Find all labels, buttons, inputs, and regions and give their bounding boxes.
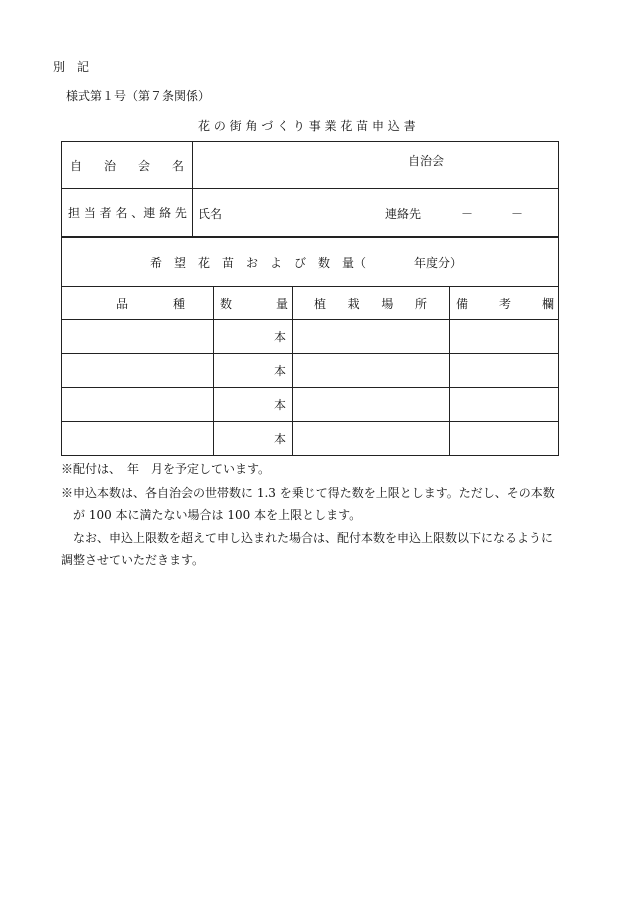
col-suryo <box>214 287 293 320</box>
unit-label: 本 <box>273 330 286 344</box>
table-row <box>62 422 559 456</box>
hinshu-field[interactable] <box>62 422 214 456</box>
col-char: 植 <box>314 296 327 311</box>
planting-place-field[interactable] <box>293 320 450 354</box>
note-limit-line2: が 100 本に満たない場合は 100 本を上限とします。 <box>73 508 362 522</box>
form-number-label: 様式第１号（第７条関係） <box>66 89 211 103</box>
jichikai-name-label-cell <box>62 142 193 189</box>
label-char: 自 <box>70 158 83 173</box>
bekki-label: 別 記 <box>53 60 90 74</box>
col-char: 備 <box>456 296 469 311</box>
quantity-field[interactable] <box>214 320 293 354</box>
quantity-field[interactable] <box>214 388 293 422</box>
table-row <box>62 354 559 388</box>
request-heading-cell <box>62 238 559 287</box>
label-char: 治 <box>103 158 116 173</box>
contact-label: 連絡先 <box>385 206 422 221</box>
contact-field[interactable] <box>193 189 559 237</box>
remarks-field[interactable] <box>450 422 559 456</box>
hinshu-field[interactable] <box>62 388 214 422</box>
note-adjust-line1: なお、申込上限数を超えて申し込まれた場合は、配付本数を申込上限数以下になるように <box>61 531 554 545</box>
unit-label: 本 <box>273 364 286 378</box>
unit-label: 本 <box>273 432 286 446</box>
jichikai-name-label <box>62 157 192 174</box>
request-table <box>61 237 559 456</box>
col-char: 場 <box>381 296 394 311</box>
tanto-label-cell <box>62 189 193 237</box>
remarks-field[interactable] <box>450 354 559 388</box>
planting-place-field[interactable] <box>293 388 450 422</box>
col-char: 所 <box>414 296 427 311</box>
note-adjust-line2: 調整させていただきます。 <box>61 553 205 567</box>
col-basho <box>293 287 450 320</box>
col-char: 欄 <box>542 296 555 311</box>
hinshu-field[interactable] <box>62 320 214 354</box>
jichikai-name-field[interactable] <box>193 142 559 189</box>
label-char: 名 <box>171 158 184 173</box>
col-char: 品 <box>116 296 129 311</box>
table-row <box>62 388 559 422</box>
label-char: 会 <box>137 158 150 173</box>
note-distribution: ※配付は、 年 月を予定しています。 <box>61 462 271 476</box>
tanto-label: 担 当 者 名 、連 絡 先 <box>68 206 187 220</box>
quantity-field[interactable] <box>214 354 293 388</box>
request-heading: 希 望 花 苗 お よ び 数 量（ 年度分） <box>150 255 463 270</box>
hinshu-field[interactable] <box>62 354 214 388</box>
note-limit-line1: ※申込本数は、各自治会の世帯数に 1.3 を乗じて得た数を上限とします。ただし、その本数 <box>61 486 555 500</box>
quantity-field[interactable] <box>214 422 293 456</box>
col-char: 栽 <box>347 296 360 311</box>
remarks-field[interactable] <box>450 388 559 422</box>
phone-dash-1: － <box>461 206 474 221</box>
phone-dash-2: － <box>511 206 524 221</box>
name-label: 氏名 <box>198 206 223 221</box>
col-biko <box>450 287 559 320</box>
col-char: 考 <box>499 296 512 311</box>
planting-place-field[interactable] <box>293 422 450 456</box>
remarks-field[interactable] <box>450 320 559 354</box>
col-hinshu <box>62 287 214 320</box>
planting-place-field[interactable] <box>293 354 450 388</box>
applicant-table <box>61 141 559 237</box>
jichikai-suffix: 自治会 <box>408 154 445 168</box>
col-char: 量 <box>275 296 288 311</box>
unit-label: 本 <box>273 398 286 412</box>
document-title: 花 の 街 角 づ く り 事 業 花 苗 申 込 書 <box>198 119 416 133</box>
col-char: 数 <box>220 296 233 311</box>
table-row <box>62 320 559 354</box>
col-char: 種 <box>172 296 185 311</box>
